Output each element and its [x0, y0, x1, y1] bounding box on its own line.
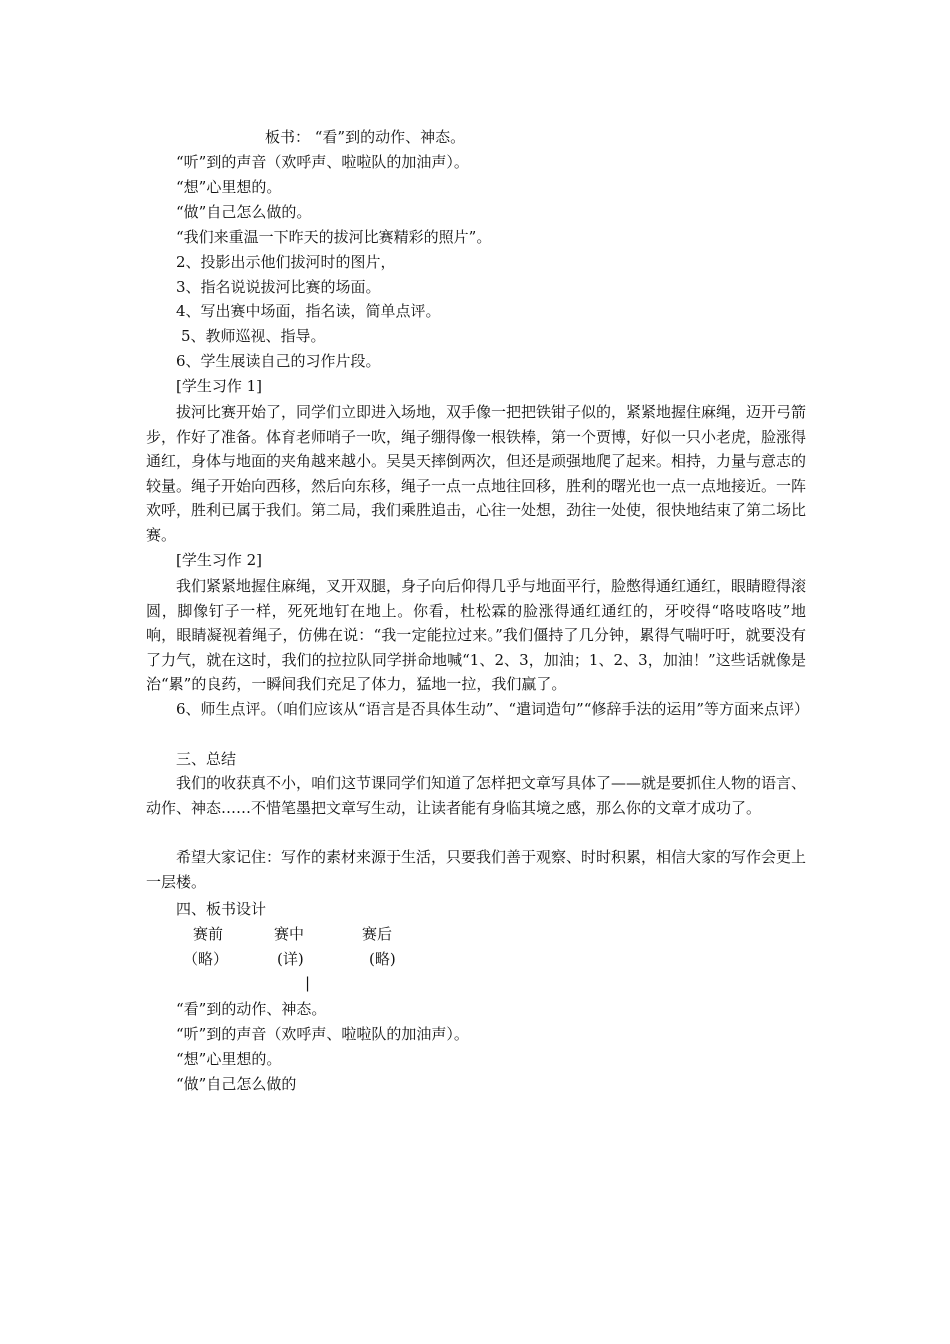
board-col-during: 赛中	[274, 925, 305, 943]
step-5: 5、教师巡视、指导。	[181, 327, 326, 345]
board-col-after: 赛后	[362, 925, 393, 943]
summary-para1: 我们的收获真不小，咱们这节课同学们知道了怎样把文章写具体了——就是要抓住人物的语言、动作、神态……不惜笔墨把文章写生动，让读者能有身临其境之感，那么你的文章才成功了。	[146, 774, 807, 817]
design-line-look: “看”到的动作、神态。	[176, 1000, 327, 1018]
board-line-do: “做”自己怎么做的。	[176, 203, 312, 221]
board-sub-before: （略）	[183, 950, 229, 968]
step-3: 3、指名说说拔河比赛的场面。	[176, 278, 381, 296]
design-line-listen: “听”到的声音（欢呼声、啦啦队的加油声）。	[176, 1025, 469, 1043]
board-line-think: “想”心里想的。	[176, 178, 282, 196]
board-line-look: 板书： “看”到的动作、神态。	[265, 128, 466, 146]
summary-para2: 希望大家记住：写作的素材来源于生活，只要我们善于观察、时时积累，相信大家的写作会更上一层楼。	[146, 848, 807, 891]
step-4: 4、写出赛中场面，指名读，简单点评。	[176, 302, 441, 320]
board-col-before: 赛前	[193, 925, 224, 943]
board-line-listen: “听”到的声音（欢呼声、啦啦队的加油声）。	[176, 153, 469, 171]
summary-heading: 三、总结	[176, 750, 237, 768]
design-line-think: “想”心里想的。	[176, 1050, 282, 1068]
board-sub-after: (略)	[369, 950, 396, 968]
board-connector-bar: |	[305, 974, 311, 992]
board-design-heading: 四、板书设计	[176, 900, 267, 918]
recall-line: “我们来重温一下昨天的拔河比赛精彩的照片”。	[176, 228, 492, 246]
board-sub-during: (详)	[277, 950, 304, 968]
essay2-label: [学生习作 2]	[176, 551, 263, 569]
design-line-do: “做”自己怎么做的	[176, 1075, 297, 1093]
step-6: 6、学生展读自己的习作片段。	[176, 352, 381, 370]
essay1-label: [学生习作 1]	[176, 377, 263, 395]
teacher-comment: 6、师生点评。（咱们应该从“语言是否具体生动”、“遣词造句”“修辞手法的运用”等方面来点评）	[176, 700, 810, 718]
essay2-text: 我们紧紧地握住麻绳，叉开双腿，身子向后仰得几乎与地面平行，脸憋得通红通红，眼睛瞪得滚圆，脚像钉子一样，死死地钉在地上。你看，杜松霖的脸涨得通红通红的，牙咬得“咯吱咯吱”地响，眼睛凝视着绳子，仿佛在说：“我一定能拉过来。”我们僵持了几分钟，累得气喘吁吁，就要没有了力气，就在这时，我们的拉拉队同学拼命地喊“1、2、3，加油；1、2、3，加油！”这些话就像是治“累”的良药，一瞬间我们充足了体力，猛地一拉，我们赢了。	[146, 577, 807, 693]
step-2: 2、投影出示他们拔河时的图片，	[176, 253, 396, 271]
essay1-text: 拔河比赛开始了，同学们立即进入场地，双手像一把把铁钳子似的，紧紧地握住麻绳，迈开弓箭步，作好了准备。体育老师哨子一吹，绳子绷得像一根铁棒，第一个贾博，好似一只小老虎，脸涨得通红，身体与地面的夹角越来越小。吴昊天摔倒两次，但还是顽强地爬了起来。相持，力量与意志的较量。绳子开始向西移，然后向东移，绳子一点一点地往回移，胜利的曙光也一点一点地接近。一阵欢呼，胜利已属于我们。第二局，我们乘胜追击，心往一处想，劲往一处使，很快地结束了第二场比赛。	[146, 403, 807, 544]
